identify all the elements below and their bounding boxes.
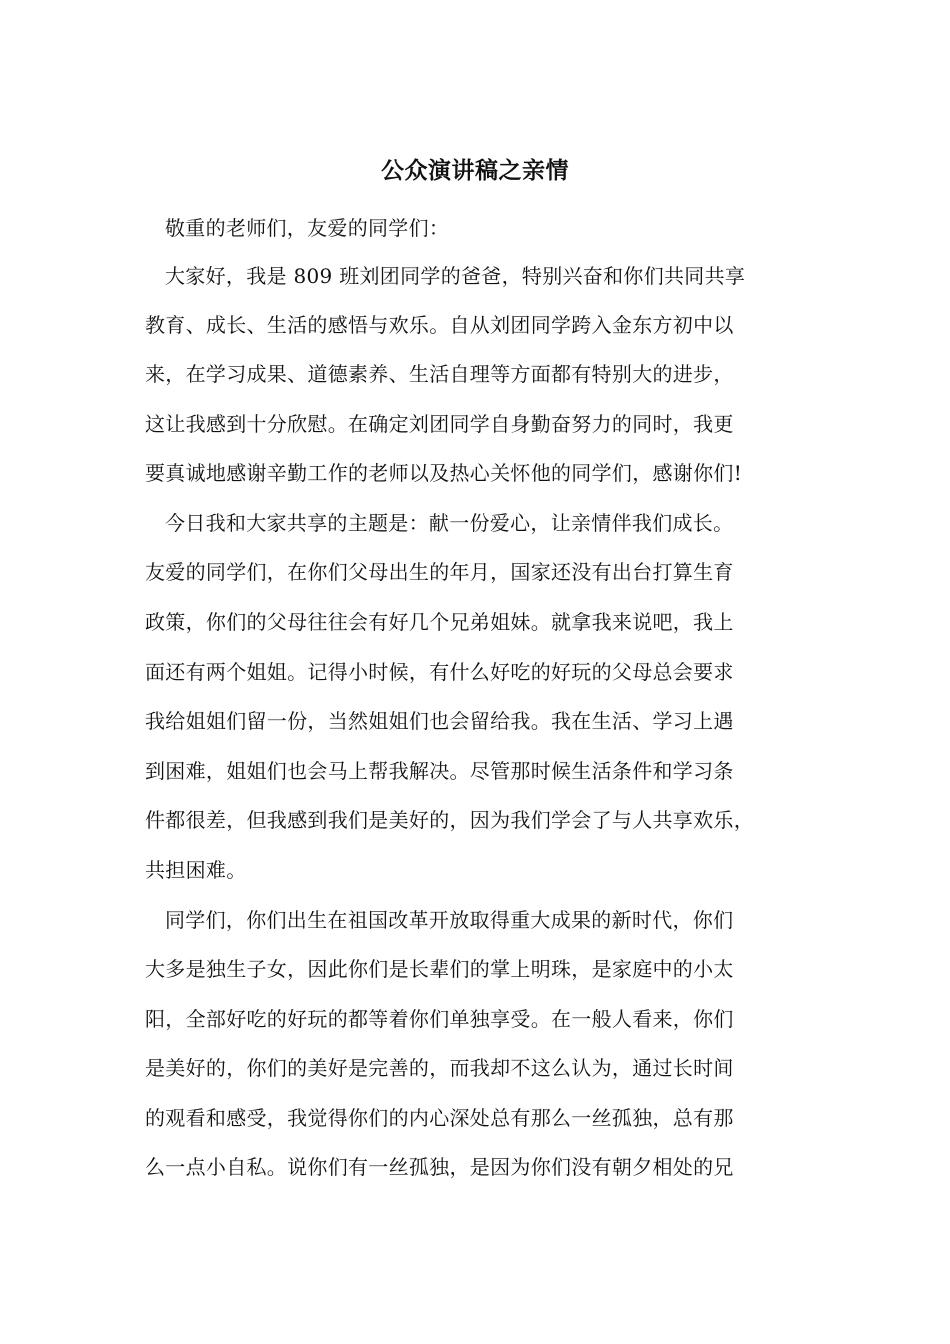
text-line: 政策，你们的父母往往会有好几个兄弟姐妹。就拿我来说吧，我上 — [145, 610, 734, 634]
text-line: 我给姐姐们留一份，当然姐姐们也会留给我。我在生活、学习上遇 — [145, 709, 734, 733]
document-title: 公众演讲稿之亲情 — [381, 157, 569, 184]
text-line: 么一点小自私。说你们有一丝孤独，是因为你们没有朝夕相处的兄 — [145, 1155, 734, 1179]
text-line: 件都很差，但我感到我们是美好的，因为我们学会了与人共享欢乐， — [145, 808, 754, 832]
text-line: 今日我和大家共享的主题是：献一份爱心，让亲情伴我们成长。 — [165, 511, 734, 535]
text-line: 大家好，我是 809 班刘团同学的爸爸，特别兴奋和你们共同共享 — [165, 264, 746, 288]
text-line: 面还有两个姐姐。记得小时候，有什么好吃的好玩的父母总会要求 — [145, 660, 734, 684]
text-line: 是美好的，你们的美好是完善的，而我却不这么认为，通过长时间 — [145, 1056, 734, 1080]
text-line: 到困难，姐姐们也会马上帮我解决。尽管那时候生活条件和学习条 — [145, 759, 734, 783]
text-line: 阳，全部好吃的好玩的都等着你们单独享受。在一般人看来，你们 — [145, 1007, 734, 1031]
text-line: 友爱的同学们，在你们父母出生的年月，国家还没有出台打算生育 — [145, 560, 734, 584]
text-line: 敬重的老师们，友爱的同学们： — [165, 216, 450, 240]
text-line: 大多是独生子女，因此你们是长辈们的掌上明珠，是家庭中的小太 — [145, 957, 734, 981]
text-line: 来，在学习成果、道德素养、生活自理等方面都有特别大的进步， — [145, 362, 734, 386]
text-line: 这让我感到十分欣慰。在确定刘团同学自身勤奋努力的同时，我更 — [145, 412, 734, 436]
text-line: 同学们，你们出生在祖国改革开放取得重大成果的新时代，你们 — [165, 908, 734, 932]
text-line: 要真诚地感谢辛勤工作的老师以及热心关怀他的同学们，感谢你们! — [145, 461, 743, 485]
text-line: 教育、成长、生活的感悟与欢乐。自从刘团同学跨入金东方初中以 — [145, 313, 734, 337]
text-line: 共担困难。 — [145, 858, 247, 882]
text-line: 的观看和感受，我觉得你们的内心深处总有那么一丝孤独，总有那 — [145, 1106, 734, 1130]
